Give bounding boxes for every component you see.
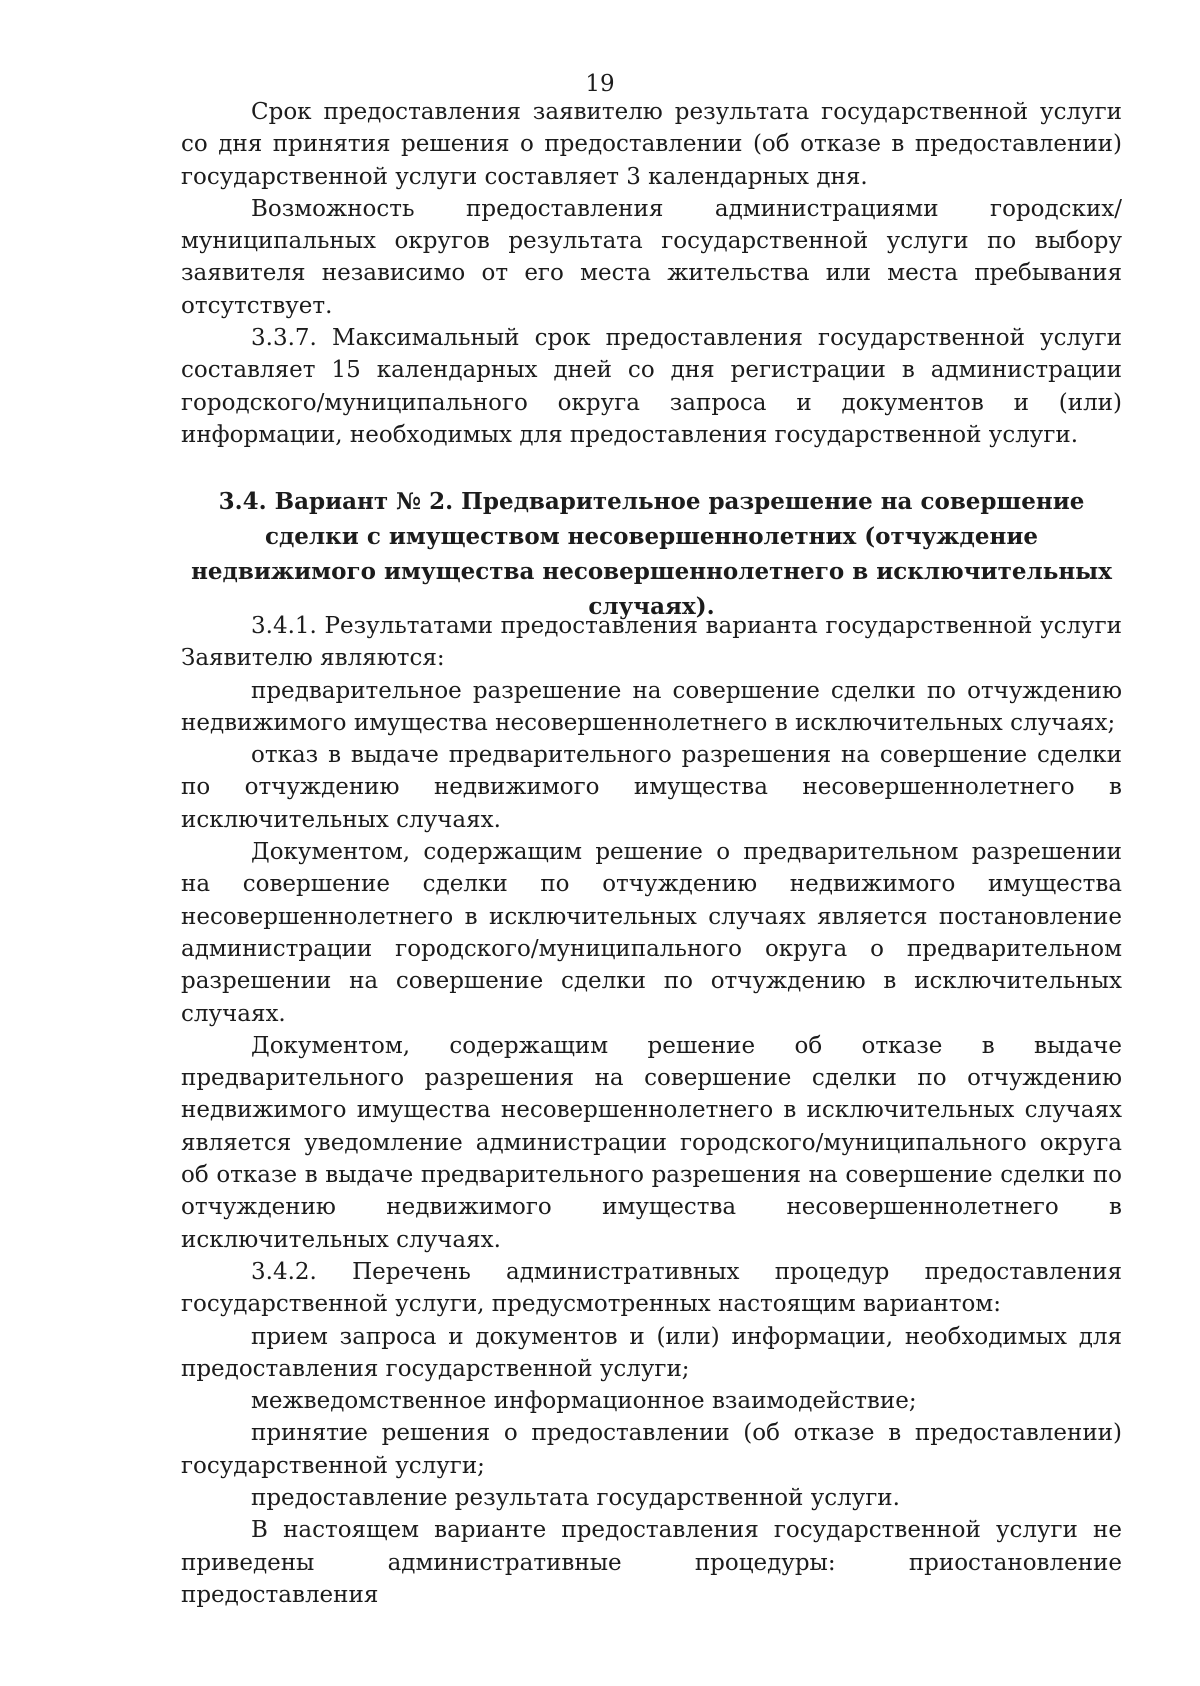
paragraph: Возможность предоставления администрациями городских/муниципальных округов результата государственной услуги по выбору заявителя независимо от его места жительства или места пребывания отсутствует. [181,195,1122,319]
paragraph: принятие решения о предоставлении (об отказе в предоставлении) государственной услуги; [181,1420,1122,1479]
text-block-bottom [181,610,1122,1611]
paragraph: 3.4.1. Результатами предоставления варианта государственной услуги Заявителю являются: [181,613,1122,672]
section-heading: 3.4. Вариант № 2. Предварительное разрешение на совершение сделки с имуществом несовершеннолетних (отчуждение недвижимого имущества несовершеннолетнего в исключительных случаях). [191,488,1112,620]
page-number: 19 [585,71,615,97]
paragraph: прием запроса и документов и (или) информации, необходимых для предоставления государственной услуги; [181,1323,1122,1382]
paragraph: отказ в выдаче предварительного разрешения на совершение сделки по отчуждению недвижимого имущества несовершеннолетнего в исключительных случаях. [181,742,1122,833]
paragraph: 3.4.2. Перечень административных процедур предоставления государственной услуги, предусмотренных настоящим вариантом: [181,1258,1122,1318]
paragraph: Документом, содержащим решение о предварительном разрешении на совершение сделки по отчуждению недвижимого имущества несовершеннолетнего в исключительных случаях является постановление администрации городского/муниципального округа о предварительном разрешении на совершение сделки по отчуждению в исключительных случаях. [181,839,1122,1027]
paragraph: Документом, содержащим решение об отказе в выдаче предварительного разрешения на совершение сделки по отчуждению недвижимого имущества несовершеннолетнего в исключительных случаях является уведомление администрации городского/муниципального округа об отказе в выдаче предварительного разрешения на совершение сделки по отчуждению недвижимого имущества несовершеннолетнего в исключительных случаях. [181,1032,1122,1253]
paragraph: Срок предоставления заявителю результата государственной услуги со дня принятия решения о предоставлении (об отказе в предоставлении) государственной услуги составляет 3 календарных дня. [181,99,1122,190]
paragraph: предварительное разрешение на совершение сделки по отчуждению недвижимого имущества несовершеннолетнего в исключительных случаях; [181,677,1122,736]
paragraph: В настоящем варианте предоставления государственной услуги не приведены административные процедуры: приостановление предоставления [181,1517,1122,1608]
paragraph: межведомственное информационное взаимодействие; [251,1388,917,1415]
paragraph: 3.3.7. Максимальный срок предоставления государственной услуги составляет 15 календарных дней со дня регистрации в администрации городского/муниципального округа запроса и документов и (или) информации, необходимых для предоставления государственной услуги. [181,325,1122,448]
paragraph: предоставление результата государственной услуги. [251,1485,900,1512]
text-block-top [181,96,1122,451]
